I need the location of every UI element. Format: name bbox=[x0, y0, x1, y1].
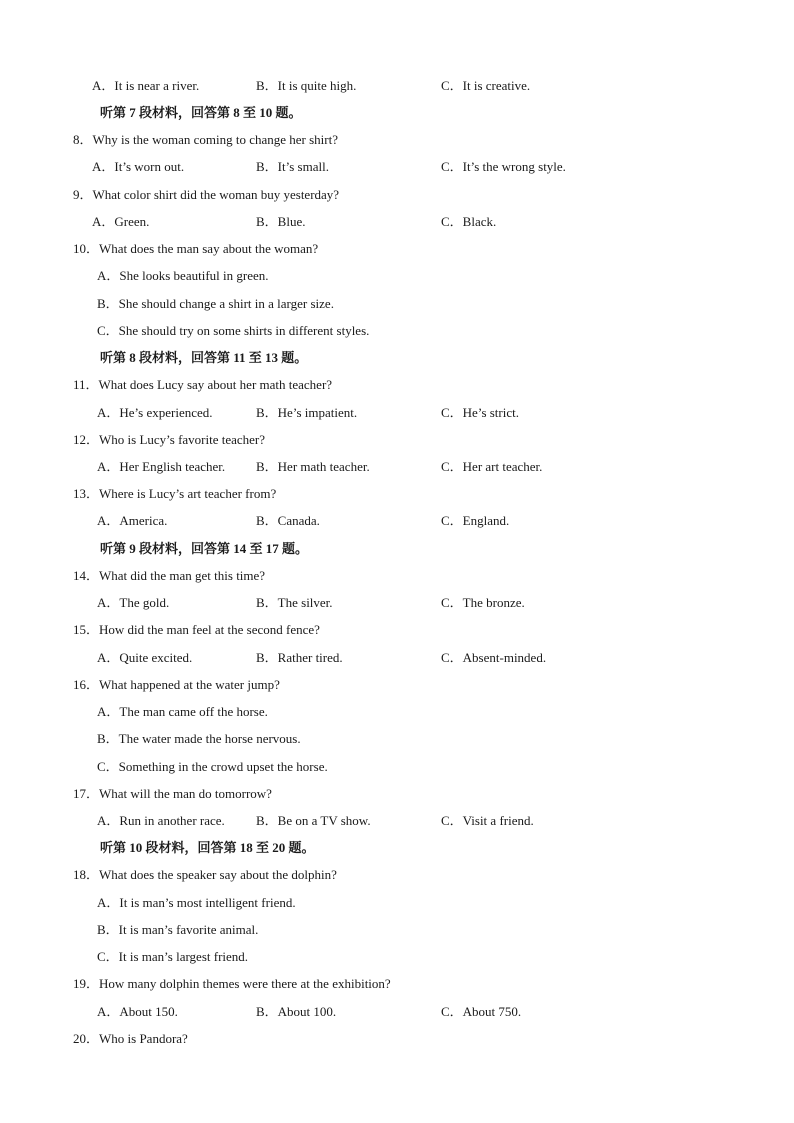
option-a: A．America. bbox=[97, 513, 168, 528]
option-text: A．It is man’s most intelligent friend. bbox=[97, 895, 296, 910]
option-text: A．She looks beautiful in green. bbox=[97, 268, 269, 283]
option-a: A．Green. bbox=[92, 214, 150, 229]
option-a: A．About 150. bbox=[97, 1004, 178, 1019]
option-c: C．Her art teacher. bbox=[441, 459, 543, 474]
section-header: 听第 7 段材料，回答第 8 至 10 题。 bbox=[100, 105, 302, 120]
option-b: B．It is quite high. bbox=[256, 78, 357, 93]
option-c: C．He’s strict. bbox=[441, 405, 519, 420]
option-a: A．Her English teacher. bbox=[97, 459, 226, 474]
option-text: B．It is man’s favorite animal. bbox=[97, 922, 259, 937]
option-b: B．Blue. bbox=[256, 214, 306, 229]
option-c: C．It is creative. bbox=[441, 78, 531, 93]
section-header: 听第 9 段材料，回答第 14 至 17 题。 bbox=[100, 541, 309, 556]
question-text: 14．What did the man get this time? bbox=[73, 568, 266, 583]
option-text: A．The man came off the horse. bbox=[97, 704, 268, 719]
option-b: B．About 100. bbox=[256, 1004, 337, 1019]
option-a: A．Quite excited. bbox=[97, 650, 193, 665]
option-c: C．Visit a friend. bbox=[441, 813, 534, 828]
option-text: C．Something in the crowd upset the horse. bbox=[97, 759, 328, 774]
option-c: C．England. bbox=[441, 513, 510, 528]
question-text: 8．Why is the woman coming to change her shirt? bbox=[73, 132, 338, 147]
question-text: 20．Who is Pandora? bbox=[73, 1031, 188, 1046]
option-c: C．Black. bbox=[441, 214, 497, 229]
option-a: A．It’s worn out. bbox=[92, 159, 185, 174]
option-c: C．The bronze. bbox=[441, 595, 525, 610]
question-text: 19．How many dolphin themes were there at the exhibition? bbox=[73, 976, 391, 991]
question-text: 15．How did the man feel at the second fence? bbox=[73, 622, 320, 637]
option-b: B．It’s small. bbox=[256, 159, 329, 174]
option-text: C．It is man’s largest friend. bbox=[97, 949, 249, 964]
question-text: 10．What does the man say about the woman? bbox=[73, 241, 319, 256]
question-text: 16．What happened at the water jump? bbox=[73, 677, 280, 692]
option-b: B．Be on a TV show. bbox=[256, 813, 371, 828]
question-text: 17．What will the man do tomorrow? bbox=[73, 786, 272, 801]
question-text: 9．What color shirt did the woman buy yesterday? bbox=[73, 187, 340, 202]
option-c: C．It’s the wrong style. bbox=[441, 159, 566, 174]
section-header: 听第 8 段材料，回答第 11 至 13 题。 bbox=[100, 350, 308, 365]
question-text: 12．Who is Lucy’s favorite teacher? bbox=[73, 432, 266, 447]
option-a: A．He’s experienced. bbox=[97, 405, 213, 420]
question-text: 13．Where is Lucy’s art teacher from? bbox=[73, 486, 277, 501]
option-c: C．Absent-minded. bbox=[441, 650, 547, 665]
option-b: B．Her math teacher. bbox=[256, 459, 370, 474]
option-c: C．About 750. bbox=[441, 1004, 522, 1019]
option-b: B．The silver. bbox=[256, 595, 333, 610]
option-a: A．Run in another race. bbox=[97, 813, 225, 828]
option-b: B．Rather tired. bbox=[256, 650, 343, 665]
option-b: B．He’s impatient. bbox=[256, 405, 358, 420]
option-text: B．The water made the horse nervous. bbox=[97, 731, 301, 746]
option-a: A．The gold. bbox=[97, 595, 170, 610]
option-text: B．She should change a shirt in a larger size. bbox=[97, 296, 334, 311]
option-text: C．She should try on some shirts in different styles. bbox=[97, 323, 370, 338]
question-text: 11．What does Lucy say about her math teacher? bbox=[73, 377, 333, 392]
option-b: B．Canada. bbox=[256, 513, 320, 528]
question-text: 18．What does the speaker say about the dolphin? bbox=[73, 867, 337, 882]
section-header: 听第 10 段材料，回答第 18 至 20 题。 bbox=[100, 840, 315, 855]
option-a: A．It is near a river. bbox=[92, 78, 200, 93]
